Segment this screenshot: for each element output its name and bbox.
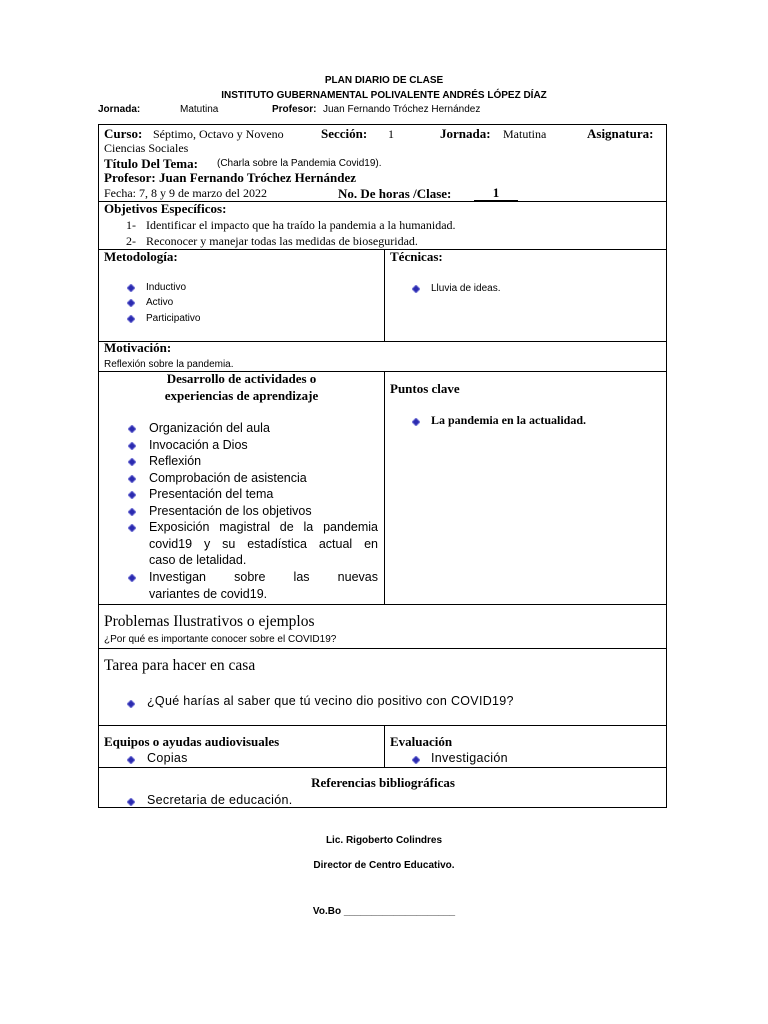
diamond-bullet-icon (128, 491, 136, 499)
column-divider (384, 371, 385, 604)
desarrollo-item: Organización del aula (149, 421, 270, 435)
tarea-label: Tarea para hacer en casa (104, 657, 256, 674)
evaluacion-label: Evaluación (390, 734, 453, 749)
diamond-bullet-icon (127, 756, 135, 764)
header-jornada-value: Matutina (180, 104, 219, 115)
diamond-bullet-icon (127, 315, 135, 323)
diamond-bullet-icon (128, 442, 136, 450)
vobo-signature-line: Vo.Bo ____________________ (312, 906, 456, 917)
referencias-label: Referencias bibliográficas (311, 775, 455, 790)
metodologia-item: Participativo (146, 313, 201, 324)
header-profesor-value: Juan Fernando Tróchez Hernández (323, 104, 481, 115)
equipos-label: Equipos o ayudas audiovisuales (104, 734, 280, 749)
jornada-value: Matutina (503, 127, 547, 141)
motivacion-text: Reflexión sobre la pandemia. (104, 359, 234, 370)
curso-value: Séptimo, Octavo y Noveno (153, 127, 284, 141)
divider (98, 249, 667, 250)
desarrollo-item: Invocación a Dios (149, 438, 248, 452)
desarrollo-label-line1: Desarrollo de actividades o (166, 371, 317, 386)
signer-role: Director de Centro Educativo. (313, 860, 455, 871)
puntos-clave-item: La pandemia en la actualidad. (431, 413, 587, 427)
header-jornada-label: Jornada: (98, 104, 141, 115)
signer-name: Lic. Rigoberto Colindres (325, 835, 443, 846)
column-divider (384, 725, 385, 767)
metodologia-item: Activo (146, 297, 174, 308)
desarrollo-item: Reflexión (149, 454, 202, 468)
equipos-item: Copias (147, 751, 188, 765)
desarrollo-long-item-2-line2: variantes de covid19. (149, 587, 268, 601)
seccion-value: 1 (388, 127, 394, 141)
divider (98, 341, 667, 342)
diamond-bullet-icon (128, 524, 136, 532)
metodologia-item: Inductivo (146, 282, 187, 293)
diamond-bullet-icon (127, 299, 135, 307)
diamond-bullet-icon (127, 700, 135, 708)
referencias-item: Secretaria de educación. (147, 793, 293, 807)
fecha-line: Fecha: 7, 8 y 9 de marzo del 2022 (104, 186, 267, 200)
objetivo-1-num: 1- (126, 218, 136, 232)
curso-label: Curso: (104, 126, 143, 141)
divider (98, 725, 667, 726)
column-divider (384, 249, 385, 341)
horas-value: 1 (474, 186, 518, 201)
desarrollo-long-item-1-line2: covid19 y su estadística actual en (149, 537, 378, 551)
desarrollo-item: Presentación de los objetivos (149, 504, 312, 518)
tema-value: (Charla sobre la Pandemia Covid19). (217, 158, 382, 169)
metodologia-label: Metodología: (104, 249, 178, 264)
motivacion-label: Motivación: (104, 340, 172, 355)
institution-name: INSTITUTO GUBERNAMENTAL POLIVALENTE ANDRÉS LÓPEZ DÍAZ (221, 90, 547, 101)
desarrollo-long-item-1-line3: caso de letalidad. (149, 553, 247, 567)
diamond-bullet-icon (412, 418, 420, 426)
diamond-bullet-icon (128, 574, 136, 582)
horas-label: No. De horas /Clase: (338, 186, 452, 201)
profesor-line: Profesor: Juan Fernando Tróchez Hernández (104, 170, 357, 185)
divider (98, 648, 667, 649)
diamond-bullet-icon (127, 798, 135, 806)
desarrollo-item: Comprobación de asistencia (149, 471, 307, 485)
objetivos-label: Objetivos Específicos: (104, 201, 227, 216)
problemas-text: ¿Por qué es importante conocer sobre el COVID19? (104, 634, 337, 645)
evaluacion-item: Investigación (431, 751, 508, 765)
desarrollo-long-item-1-line1: Exposición magistral de la pandemia (149, 520, 378, 534)
asignatura-value: Ciencias Sociales (104, 141, 189, 155)
desarrollo-item: Presentación del tema (149, 487, 274, 501)
tarea-item: ¿Qué harías al saber que tú vecino dio positivo con COVID19? (147, 694, 514, 708)
diamond-bullet-icon (128, 425, 136, 433)
seccion-label: Sección: (321, 126, 368, 141)
header-profesor-label: Profesor: (272, 104, 317, 115)
diamond-bullet-icon (412, 756, 420, 764)
diamond-bullet-icon (128, 475, 136, 483)
divider (98, 604, 667, 605)
jornada-label: Jornada: (440, 126, 491, 141)
desarrollo-long-item-2-line1: Investigan sobre las nuevas (149, 570, 378, 584)
asignatura-label: Asignatura: (587, 126, 654, 141)
objetivo-2-text: Reconocer y manejar todas las medidas de bioseguridad. (146, 234, 418, 248)
puntos-clave-label: Puntos clave (390, 381, 460, 396)
tecnicas-item: Lluvia de ideas. (431, 283, 501, 294)
diamond-bullet-icon (127, 284, 135, 292)
objetivo-2-num: 2- (126, 234, 136, 248)
tecnicas-label: Técnicas: (390, 249, 443, 264)
divider (98, 767, 667, 768)
objetivo-1-text: Identificar el impacto que ha traído la pandemia a la humanidad. (146, 218, 456, 232)
desarrollo-label-line2: experiencias de aprendizaje (164, 388, 319, 403)
diamond-bullet-icon (128, 508, 136, 516)
diamond-bullet-icon (128, 458, 136, 466)
problemas-label: Problemas Ilustrativos o ejemplos (104, 613, 315, 630)
doc-title: PLAN DIARIO DE CLASE (324, 75, 444, 86)
tema-label: Título Del Tema: (104, 156, 198, 171)
diamond-bullet-icon (412, 285, 420, 293)
